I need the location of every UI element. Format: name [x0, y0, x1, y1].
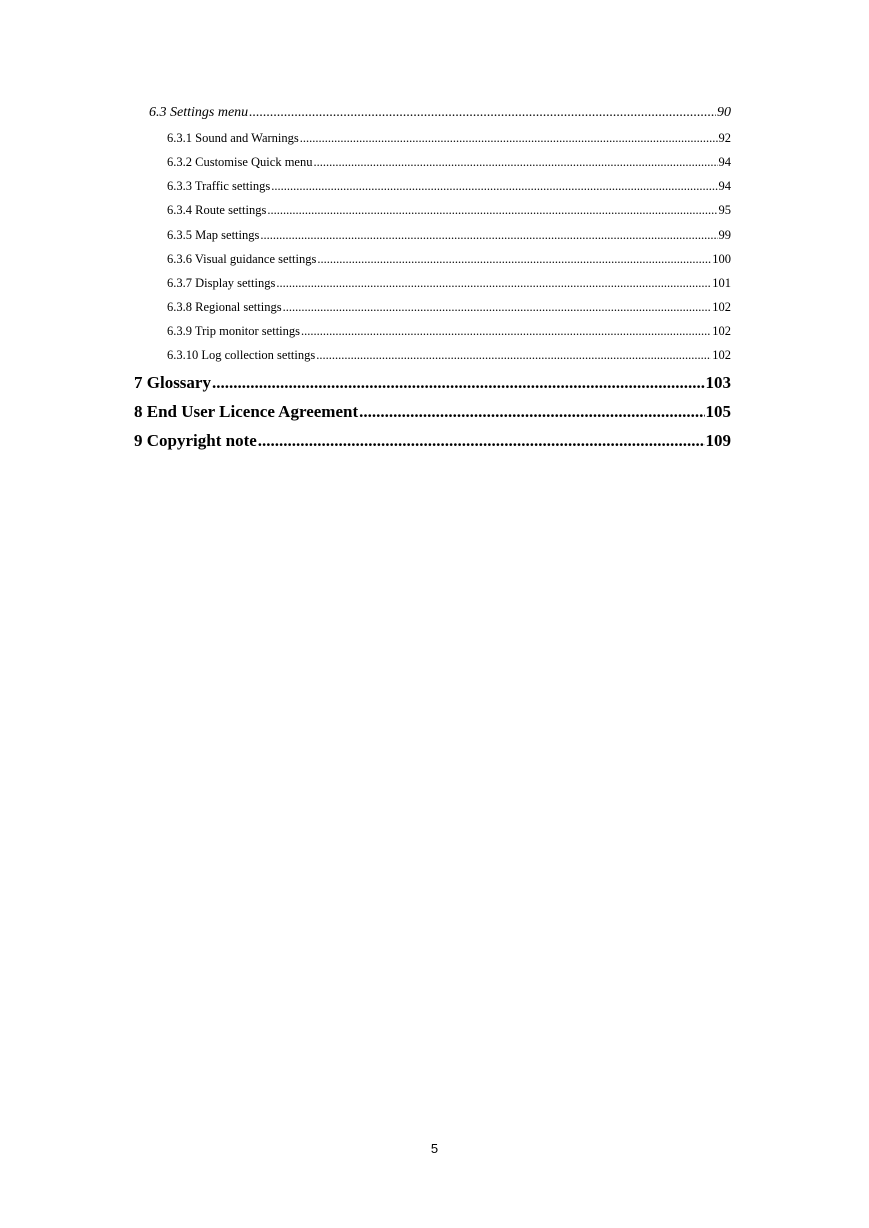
toc-entry-label: 6.3.7 Display settings [167, 276, 276, 290]
toc-entry-page: 94 [718, 179, 731, 193]
toc-entry-page: 90 [717, 105, 731, 120]
toc-entry-glossary[interactable] [134, 372, 731, 394]
dot-leader [301, 323, 711, 340]
toc-entry-label: 6.3.10 Log collection settings [167, 348, 316, 362]
toc-entry-label: 6.3.8 Regional settings [167, 300, 282, 314]
toc-entry-page: 92 [718, 131, 731, 145]
toc-entry-page: 94 [718, 155, 731, 169]
dot-leader [317, 251, 711, 268]
toc-entry-label: 8 End User Licence Agreement [134, 402, 359, 421]
dot-leader [313, 154, 717, 171]
toc-entry-label: 9 Copyright note [134, 431, 257, 450]
toc-entry-label: 6.3 Settings menu [149, 105, 249, 120]
toc-entry-page: 102 [712, 300, 731, 314]
toc-entry-traffic-settings[interactable] [167, 178, 731, 195]
toc-entry-label: 7 Glossary [134, 373, 211, 392]
toc-entry-page: 95 [718, 203, 731, 217]
toc-entry-label: 6.3.4 Route settings [167, 203, 267, 217]
toc-entry-end-user-licence-agreement[interactable] [134, 401, 731, 423]
dot-leader [300, 130, 718, 147]
toc-entry-page: 102 [712, 348, 731, 362]
toc-entry-settings-menu[interactable] [149, 104, 731, 122]
toc-entry-page: 99 [718, 228, 731, 242]
dot-leader [260, 227, 717, 244]
toc-entry-route-settings[interactable] [167, 202, 731, 219]
toc-entry-label: 6.3.9 Trip monitor settings [167, 324, 301, 338]
toc-entry-page: 101 [712, 276, 731, 290]
dot-leader [316, 347, 711, 364]
toc-entry-log-collection-settings[interactable] [167, 347, 731, 364]
toc-entry-label: 6.3.1 Sound and Warnings [167, 131, 299, 145]
toc-entry-label: 6.3.3 Traffic settings [167, 179, 271, 193]
toc-entry-label: 6.3.5 Map settings [167, 228, 260, 242]
toc-entry-page: 103 [705, 373, 731, 392]
toc-entry-map-settings[interactable] [167, 227, 731, 244]
dot-leader [359, 401, 704, 423]
toc-entry-page: 105 [705, 402, 731, 421]
toc-entry-visual-guidance-settings[interactable] [167, 251, 731, 268]
dot-leader [271, 178, 717, 195]
dot-leader [267, 202, 717, 219]
page-number: 5 [430, 1141, 439, 1156]
dot-leader [276, 275, 711, 292]
toc-entry-display-settings[interactable] [167, 275, 731, 292]
toc-entry-customise-quick-menu[interactable] [167, 154, 731, 171]
toc-entry-page: 109 [705, 431, 731, 450]
dot-leader [283, 299, 712, 316]
toc-entry-label: 6.3.6 Visual guidance settings [167, 252, 317, 266]
dot-leader [249, 104, 716, 122]
toc-entry-page: 102 [712, 324, 731, 338]
toc-entry-page: 100 [712, 252, 731, 266]
toc-entry-trip-monitor-settings[interactable] [167, 323, 731, 340]
dot-leader [258, 430, 705, 452]
toc-entry-sound-and-warnings[interactable] [167, 130, 731, 147]
dot-leader [212, 372, 705, 394]
toc-entry-regional-settings[interactable] [167, 299, 731, 316]
toc-entry-copyright-note[interactable] [134, 430, 731, 452]
toc-entry-label: 6.3.2 Customise Quick menu [167, 155, 313, 169]
